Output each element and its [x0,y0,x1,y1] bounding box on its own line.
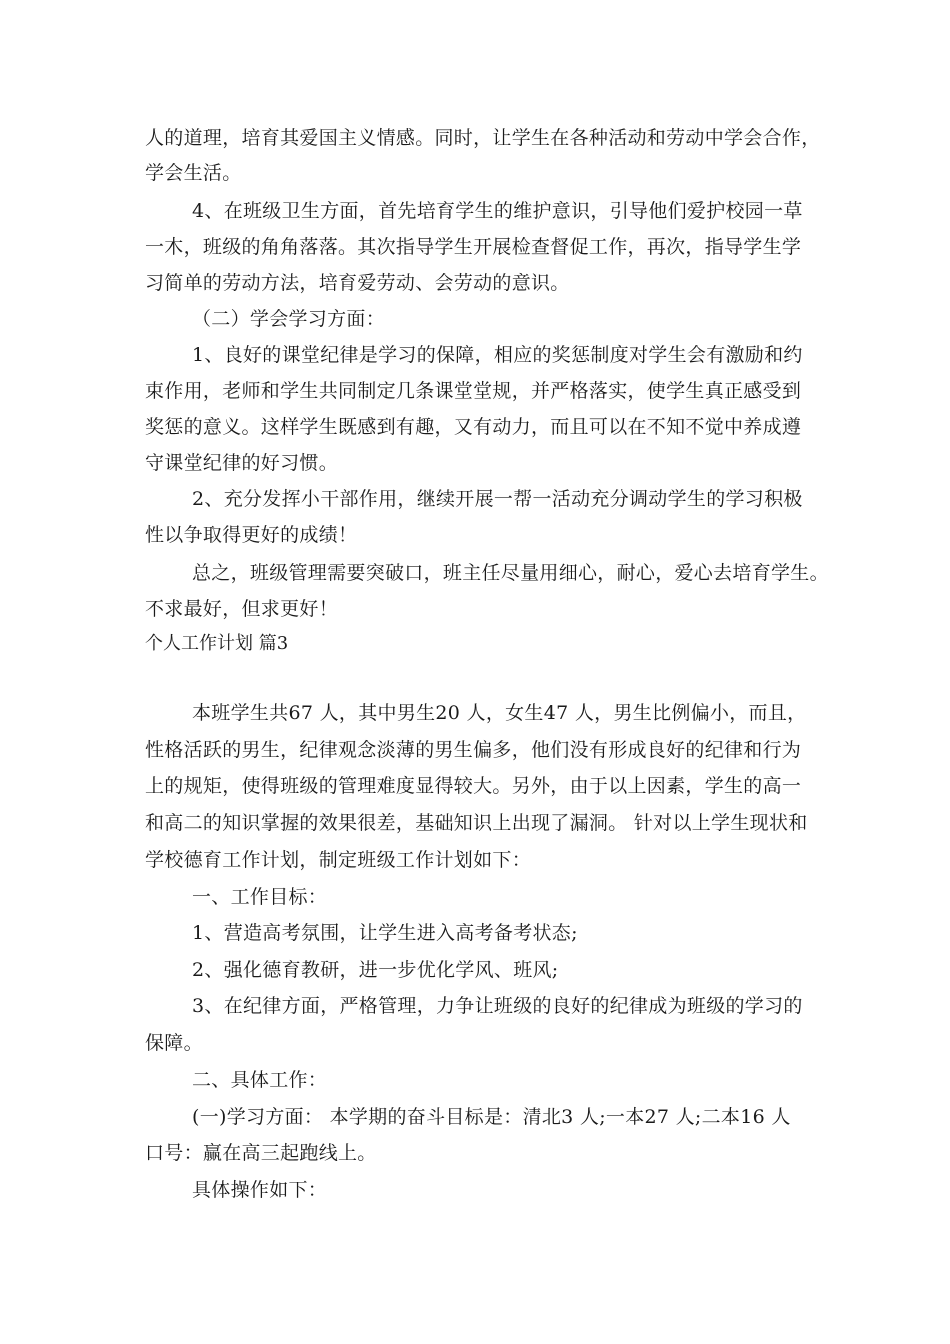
paragraph-line: 上的规矩，使得班级的管理难度显得较大。另外，由于以上因素，学生的高一 [145,775,802,797]
list-item: 2、强化德育教研，进一步优化学风、班风; [192,959,559,981]
paragraph-line: 和高二的知识掌握的效果很差，基础知识上出现了漏洞。 针对以上学生现状和 [145,812,808,834]
paragraph-line: 习简单的劳动方法，培育爱劳动、会劳动的意识。 [145,272,570,294]
paragraph-line: 总之，班级管理需要突破口，班主任尽量用细心，耐心，爱心去培育学生。 [192,562,829,584]
paragraph-line: 保障。 [145,1032,203,1054]
paragraph-line: 口号：赢在高三起跑线上。 [145,1142,377,1164]
list-item: 3、在纪律方面，严格管理，力争让班级的良好的纪律成为班级的学习的 [192,995,803,1017]
section-subheading: 一、工作目标： [192,886,328,908]
paragraph-line: 人的道理，培育其爱国主义情感。同时，让学生在各种活动和劳动中学会合作， [145,127,821,149]
paragraph-line: 守课堂纪律的好习惯。 [145,452,339,474]
paragraph-line: 束作用，老师和学生共同制定几条课堂堂规，并严格落实，使学生真正感受到 [145,380,802,402]
paragraph-line: 性格活跃的男生，纪律观念淡薄的男生偏多，他们没有形成良好的纪律和行为 [145,739,802,761]
section-subheading: 二、具体工作： [192,1069,328,1091]
paragraph-line: 2、充分发挥小干部作用，继续开展一帮一活动充分调动学生的学习积极 [192,488,803,510]
section-heading: 个人工作计划 篇3 [145,633,289,654]
paragraph-line: 学校德育工作计划，制定班级工作计划如下： [145,849,532,871]
paragraph-line: (一)学习方面： 本学期的奋斗目标是：清北3 人;一本27 人;二本16 人 [192,1106,791,1128]
paragraph-line: 4、在班级卫生方面，首先培育学生的维护意识，引导他们爱护校园一草 [192,200,803,222]
paragraph-line: 1、良好的课堂纪律是学习的保障，相应的奖惩制度对学生会有激励和约 [192,344,803,366]
paragraph-line: 具体操作如下： [192,1179,328,1201]
paragraph-line: 一木，班级的角角落落。其次指导学生开展检查督促工作，再次，指导学生学 [145,236,802,258]
paragraph-line: 奖惩的意义。这样学生既感到有趣，又有动力，而且可以在不知不觉中养成遵 [145,416,802,438]
paragraph-line: 本班学生共67 人，其中男生20 人，女生47 人，男生比例偏小，而且， [192,702,807,724]
section-subheading: （二）学会学习方面： [192,308,386,330]
paragraph-line: 不求最好，但求更好！ [145,598,339,620]
list-item: 1、营造高考氛围，让学生进入高考备考状态; [192,922,578,944]
paragraph-line: 学会生活。 [145,162,242,184]
paragraph-line: 性以争取得更好的成绩！ [145,524,358,546]
